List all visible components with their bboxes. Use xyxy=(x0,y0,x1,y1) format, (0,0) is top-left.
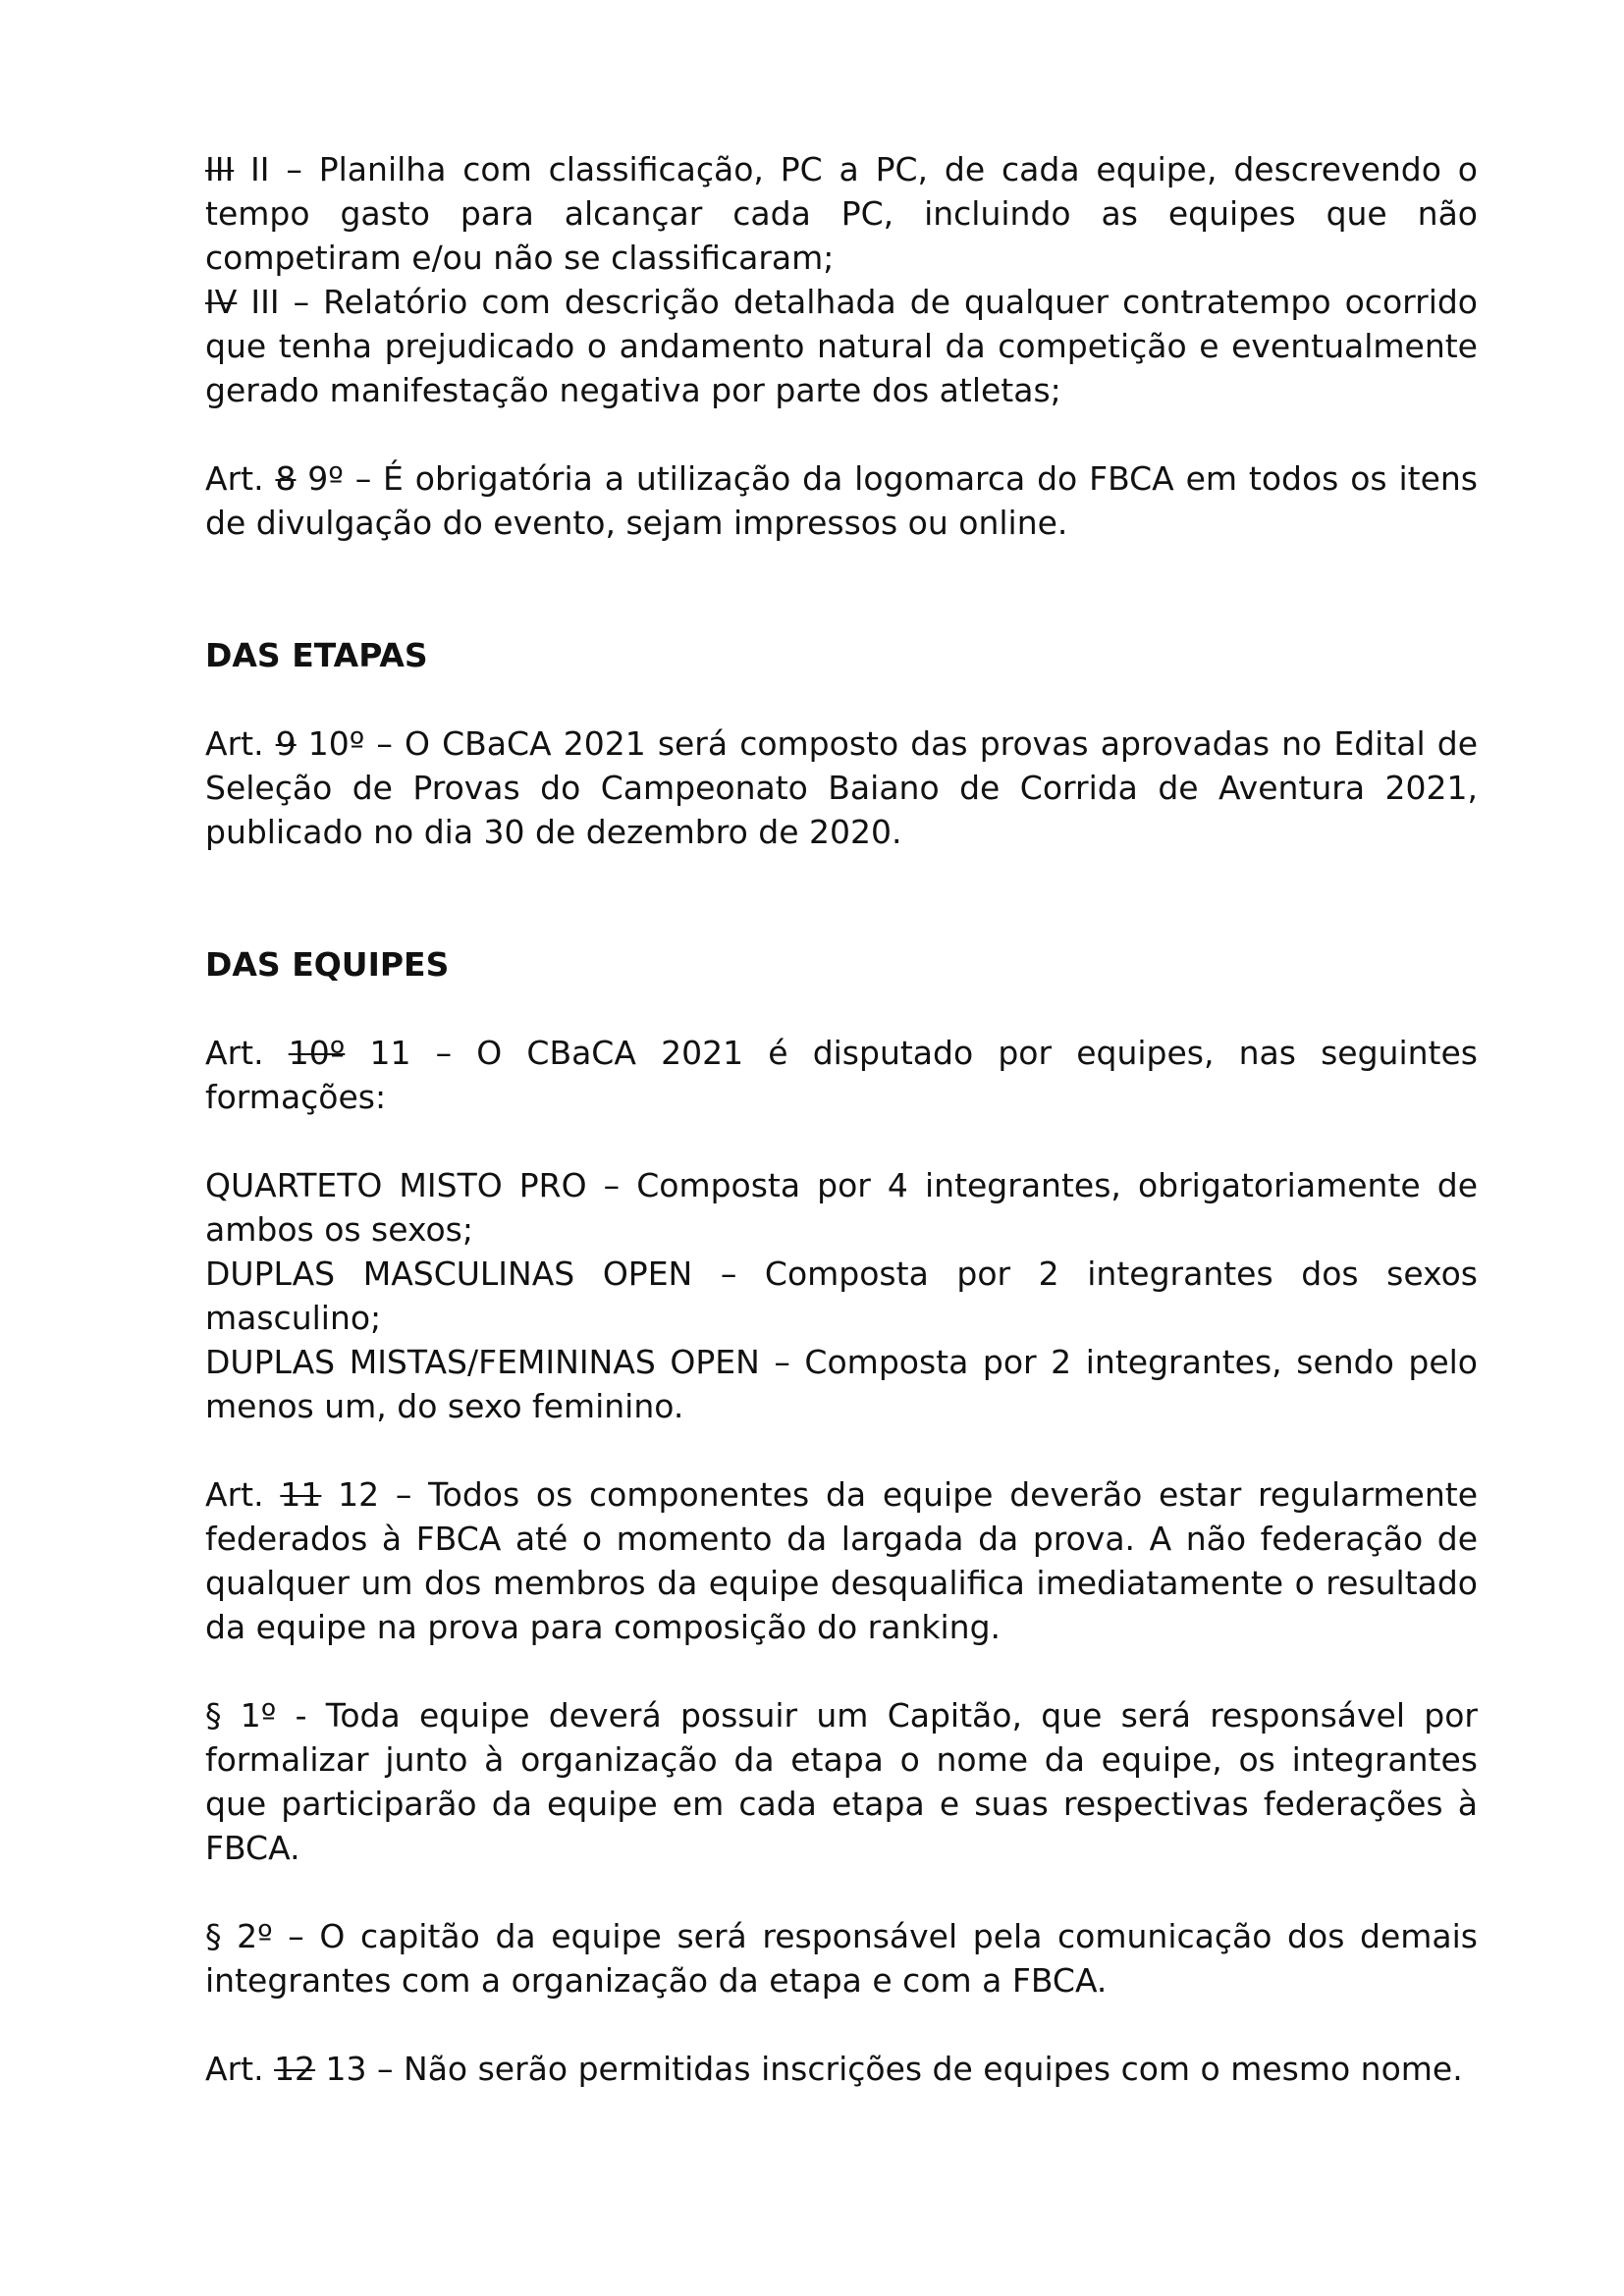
section-heading-etapas: DAS ETAPAS xyxy=(205,636,428,674)
struck-number: 9 xyxy=(275,724,297,763)
art-prefix: Art. xyxy=(205,1475,281,1514)
section-heading-equipes: DAS EQUIPES xyxy=(205,945,450,984)
paragraph-1: § 1º - Toda equipe deverá possuir um Capitão, que será responsável por formalizar junto à organização da etapa o nome da equipe, os integrantes que participarão da equipe em cada etapa e suas respectivas federações à FBCA. xyxy=(205,1696,1478,1867)
struck-numeral: III xyxy=(205,150,235,188)
art-13-paragraph xyxy=(205,2047,1478,2091)
struck-numeral: IV xyxy=(205,283,238,321)
struck-number: 12 xyxy=(274,2050,316,2088)
struck-number: 11 xyxy=(280,1475,322,1514)
item-text: III – Relatório com descrição detalhada de qualquer contratempo ocorrido que tenha prejudicado o andamento natural da competição e eventualmente gerado manifestação negativa por parte dos atletas; xyxy=(205,283,1478,409)
art-11-paragraph xyxy=(205,1031,1478,1119)
art-prefix: Art. xyxy=(205,724,276,763)
art-9-paragraph xyxy=(205,456,1478,545)
art-text: 13 – Não serão permitidas inscrições de equipes com o mesmo nome. xyxy=(315,2050,1463,2088)
paragraph-2: § 2º – O capitão da equipe será responsável pela comunicação dos demais integrantes com a organização da etapa e com a FBCA. xyxy=(205,1917,1478,2000)
category-duplas-masculinas: DUPLAS MASCULINAS OPEN – Composta por 2 integrantes dos sexos masculino; xyxy=(205,1255,1478,1337)
art-text: 10º – O CBaCA 2021 será composto das provas aprovadas no Edital de Seleção de Provas do Campeonato Baiano de Corrida de Aventura 2021, publicado no dia 30 de dezembro de 2020. xyxy=(205,724,1478,851)
art-prefix: Art. xyxy=(205,1034,289,1072)
item-ii-paragraph xyxy=(205,147,1478,280)
item-iii-paragraph xyxy=(205,280,1478,412)
art-text: 12 – Todos os componentes da equipe deverão estar regularmente federados à FBCA até o momento da largada da prova. A não federação de qualquer um dos membros da equipe desqualifica imediatamente o resultado da equipe na prova para composição do ranking. xyxy=(205,1475,1478,1646)
art-12-paragraph xyxy=(205,1472,1478,1649)
art-prefix: Art. xyxy=(205,2050,275,2088)
art-text: 11 – O CBaCA 2021 é disputado por equipes, nas seguintes formações: xyxy=(205,1034,1478,1116)
art-10-paragraph xyxy=(205,721,1478,854)
struck-number: 8 xyxy=(275,459,297,498)
art-text: 9º – É obrigatória a utilização da logomarca do FBCA em todos os itens de divulgação do evento, sejam impressos ou online. xyxy=(205,459,1478,542)
item-text: II – Planilha com classificação, PC a PC, de cada equipe, descrevendo o tempo gasto para alcançar cada PC, incluindo as equipes que não competiram e/ou não se classificaram; xyxy=(205,150,1478,277)
document-page xyxy=(205,147,1478,2091)
art-prefix: Art. xyxy=(205,459,276,498)
category-duplas-mistas: DUPLAS MISTAS/FEMININAS OPEN – Composta por 2 integrantes, sendo pelo menos um, do sexo feminino. xyxy=(205,1343,1478,1425)
category-quarteto: QUARTETO MISTO PRO – Composta por 4 integrantes, obrigatoriamente de ambos os sexos; xyxy=(205,1166,1478,1249)
struck-number: 10º xyxy=(288,1034,346,1072)
